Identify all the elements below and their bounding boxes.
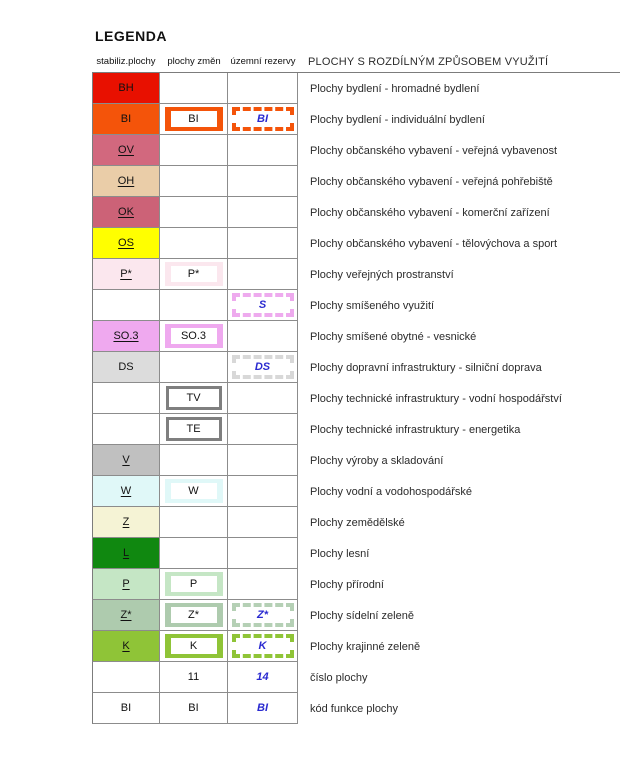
legend-row-ov — [92, 135, 620, 166]
color-swatch-w — [93, 476, 159, 506]
legend-row-os — [92, 228, 620, 259]
color-swatch-z — [93, 507, 159, 537]
legend-row-bh — [92, 73, 620, 104]
page-title: LEGENDA — [95, 28, 167, 44]
row-description: Plochy smíšené obytné - vesnické — [310, 330, 477, 343]
swatch-label: BI — [120, 112, 132, 125]
swatch-label: Z* — [120, 608, 132, 621]
row-description: Plochy technické infrastruktury - energetika — [310, 423, 521, 436]
swatch-label: W — [120, 484, 132, 497]
reserve-dashed-box-zstar — [232, 603, 294, 627]
reserve-label: Z* — [257, 608, 268, 621]
stabiliz-cell-code — [92, 693, 160, 724]
change-frame-pstar — [165, 262, 223, 286]
stabiliz-cell-v — [92, 445, 160, 476]
row-description: Plochy bydlení - individuální bydlení — [310, 113, 485, 126]
legend-row-te — [92, 414, 620, 445]
swatch-label: V — [122, 453, 130, 466]
row-description: Plochy veřejných prostranství — [310, 268, 454, 281]
column-header-stabiliz: stabiliz.plochy — [96, 56, 156, 67]
reserve-dashed-box-k — [232, 634, 294, 658]
row-description: Plochy občanského vybavení - komerční zařízení — [310, 206, 550, 219]
zmen-cell-w — [160, 476, 228, 507]
zmen-cell-code — [160, 693, 228, 724]
zmen-cell-empty — [160, 445, 228, 476]
change-frame-k — [165, 634, 223, 658]
zmen-cell-bi — [160, 104, 228, 135]
legend-row-ds — [92, 352, 620, 383]
function-code-stabiliz: BI — [120, 701, 132, 714]
legend-row-plot-number — [92, 662, 620, 693]
zmen-cell-empty — [160, 135, 228, 166]
legend-row-function-code — [92, 693, 620, 724]
legend-row-v — [92, 445, 620, 476]
frame-label: Z* — [171, 607, 217, 623]
change-frame-w — [165, 479, 223, 503]
legend-row-z — [92, 507, 620, 538]
legend-row-zstar — [92, 600, 620, 631]
function-code-change: BI — [188, 701, 199, 714]
reserve-dashed-box-bi — [232, 107, 294, 131]
color-swatch-oh — [93, 166, 159, 196]
rezervy-cell-empty — [228, 414, 298, 445]
change-frame-p — [165, 572, 223, 596]
row-description: kód funkce plochy — [310, 702, 399, 715]
reserve-dashed-box-ds — [232, 355, 294, 379]
legend-row-l — [92, 538, 620, 569]
swatch-label: Z — [122, 515, 130, 528]
stabiliz-cell-k — [92, 631, 160, 662]
change-frame-zstar — [165, 603, 223, 627]
zmen-cell-empty — [160, 507, 228, 538]
rezervy-cell-number — [228, 662, 298, 693]
zmen-cell-pstar — [160, 259, 228, 290]
rezervy-cell-k — [228, 631, 298, 662]
reserve-label: BI — [257, 112, 268, 125]
row-description: číslo plochy — [310, 671, 368, 684]
zmen-cell-empty — [160, 538, 228, 569]
swatch-label: K — [122, 639, 130, 652]
rezervy-cell-code — [228, 693, 298, 724]
legend-row-s — [92, 290, 620, 321]
stabiliz-cell-ok — [92, 197, 160, 228]
swatch-label: OV — [118, 143, 134, 156]
color-swatch-l — [93, 538, 159, 568]
row-description: Plochy přírodní — [310, 578, 384, 591]
legend-row-pstar — [92, 259, 620, 290]
color-swatch-ok — [93, 197, 159, 227]
legend-row-oh — [92, 166, 620, 197]
zmen-cell-empty — [160, 352, 228, 383]
legend-row-so3 — [92, 321, 620, 352]
color-swatch-so3 — [93, 321, 159, 351]
change-frame-so3 — [165, 324, 223, 348]
zmen-cell-k — [160, 631, 228, 662]
section-title: PLOCHY S ROZDÍLNÝM ZPŮSOBEM VYUŽITÍ — [308, 56, 549, 68]
rezervy-cell-s — [228, 290, 298, 321]
plot-number-reserve: 14 — [256, 670, 269, 683]
row-description: Plochy občanského vybavení - veřejná vybavenost — [310, 144, 558, 157]
change-graybox-tv — [166, 386, 222, 410]
column-header-zmen: plochy změn — [167, 56, 221, 67]
zmen-cell-empty — [160, 290, 228, 321]
swatch-label: OH — [117, 174, 135, 187]
stabiliz-cell-os — [92, 228, 160, 259]
rezervy-cell-empty — [228, 259, 298, 290]
color-swatch-zstar — [93, 600, 159, 630]
swatch-label: OS — [118, 236, 134, 249]
rezervy-cell-empty — [228, 538, 298, 569]
zmen-cell-empty — [160, 197, 228, 228]
frame-label: K — [171, 638, 217, 654]
swatch-label: DS — [118, 360, 134, 373]
swatch-label: BH — [118, 81, 134, 94]
rezervy-cell-empty — [228, 383, 298, 414]
column-header-rezervy: územní rezervy — [230, 56, 296, 67]
zmen-cell-empty — [160, 166, 228, 197]
frame-label: SO.3 — [171, 328, 217, 344]
zmen-cell-p — [160, 569, 228, 600]
rezervy-cell-empty — [228, 135, 298, 166]
function-code-reserve: BI — [257, 701, 268, 714]
row-description: Plochy bydlení - hromadné bydlení — [310, 82, 480, 95]
row-description: Plochy dopravní infrastruktury - silniční doprava — [310, 361, 542, 374]
frame-label: TE — [186, 423, 201, 435]
color-swatch-pstar — [93, 259, 159, 289]
legend-row-ok — [92, 197, 620, 228]
frame-label: W — [171, 483, 217, 499]
row-description: Plochy výroby a skladování — [310, 454, 444, 467]
stabiliz-cell-empty — [92, 290, 160, 321]
stabiliz-cell-w — [92, 476, 160, 507]
swatch-label: P — [122, 577, 130, 590]
stabiliz-cell-oh — [92, 166, 160, 197]
stabiliz-cell-so3 — [92, 321, 160, 352]
rezervy-cell-empty — [228, 321, 298, 352]
reserve-label: S — [258, 298, 267, 311]
frame-label: P — [171, 576, 217, 592]
legend-row-tv — [92, 383, 620, 414]
rezervy-cell-empty — [228, 569, 298, 600]
zmen-cell-empty — [160, 73, 228, 104]
reserve-label: K — [258, 639, 267, 652]
stabiliz-cell-ds — [92, 352, 160, 383]
rezervy-cell-empty — [228, 507, 298, 538]
stabiliz-cell-p — [92, 569, 160, 600]
row-description: Plochy občanského vybavení - tělovýchova a sport — [310, 237, 558, 250]
rezervy-cell-ds — [228, 352, 298, 383]
swatch-label: OK — [118, 205, 134, 218]
stabiliz-cell-ov — [92, 135, 160, 166]
row-description: Plochy krajinné zeleně — [310, 640, 421, 653]
frame-label: TV — [186, 392, 201, 404]
zmen-cell-tv — [160, 383, 228, 414]
rezervy-cell-bi — [228, 104, 298, 135]
rezervy-cell-empty — [228, 73, 298, 104]
stabiliz-cell-bh — [92, 73, 160, 104]
row-description: Plochy občanského vybavení - veřejná pohřebiště — [310, 175, 553, 188]
frame-label: BI — [171, 111, 217, 127]
legend-row-p — [92, 569, 620, 600]
zmen-cell-so3 — [160, 321, 228, 352]
legend-table — [92, 72, 620, 724]
swatch-label: L — [122, 546, 130, 559]
rezervy-cell-zstar — [228, 600, 298, 631]
color-swatch-ds — [93, 352, 159, 382]
reserve-label: DS — [254, 360, 271, 373]
stabiliz-cell-pstar — [92, 259, 160, 290]
legend-row-k — [92, 631, 620, 662]
stabiliz-cell-bi — [92, 104, 160, 135]
color-swatch-v — [93, 445, 159, 475]
rezervy-cell-empty — [228, 166, 298, 197]
color-swatch-k — [93, 631, 159, 661]
color-swatch-os — [93, 228, 159, 258]
rezervy-cell-empty — [228, 197, 298, 228]
swatch-label: SO.3 — [113, 329, 139, 342]
rezervy-cell-empty — [228, 228, 298, 259]
row-description: Plochy lesní — [310, 547, 370, 560]
zmen-cell-empty — [160, 228, 228, 259]
rezervy-cell-empty — [228, 445, 298, 476]
color-swatch-ov — [93, 135, 159, 165]
stabiliz-cell-z — [92, 507, 160, 538]
legend-row-bi — [92, 104, 620, 135]
color-swatch-bi — [93, 104, 159, 134]
zmen-cell-zstar — [160, 600, 228, 631]
row-description: Plochy smíšeného využití — [310, 299, 435, 312]
plot-number-change: 11 — [187, 670, 200, 683]
row-description: Plochy vodní a vodohospodářské — [310, 485, 473, 498]
stabiliz-cell-empty — [92, 414, 160, 445]
rezervy-cell-empty — [228, 476, 298, 507]
legend-row-w — [92, 476, 620, 507]
color-swatch-bh — [93, 73, 159, 103]
row-description: Plochy zemědělské — [310, 516, 405, 529]
reserve-dashed-box-s — [232, 293, 294, 317]
change-graybox-te — [166, 417, 222, 441]
zmen-cell-number — [160, 662, 228, 693]
stabiliz-cell-l — [92, 538, 160, 569]
stabiliz-cell-zstar — [92, 600, 160, 631]
change-frame-bi — [165, 107, 223, 131]
stabiliz-cell-empty — [92, 662, 160, 693]
zmen-cell-te — [160, 414, 228, 445]
column-headers — [92, 56, 298, 67]
row-description: Plochy sídelní zeleně — [310, 609, 414, 622]
row-description: Plochy technické infrastruktury - vodní hospodářství — [310, 392, 562, 405]
color-swatch-p — [93, 569, 159, 599]
frame-label: P* — [171, 266, 217, 282]
swatch-label: P* — [120, 267, 132, 280]
stabiliz-cell-empty — [92, 383, 160, 414]
